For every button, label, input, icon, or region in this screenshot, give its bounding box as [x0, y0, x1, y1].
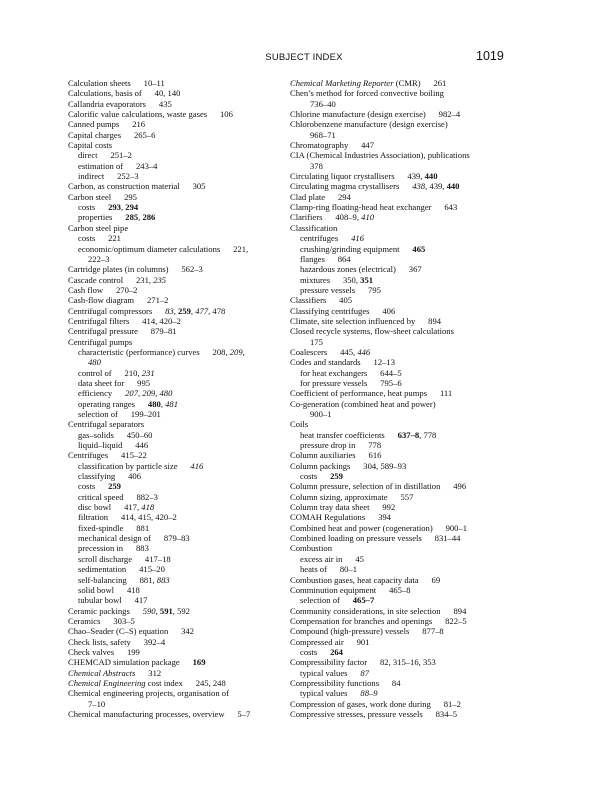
index-entry: Carbon, as construction material 305 [68, 181, 206, 192]
italic-page-ref: 231 [141, 367, 155, 378]
index-entry: Chemical Marketing Reporter (CMR) 261 [290, 78, 447, 88]
index-entry: Calorific value calculations, waste gases 106 [68, 109, 233, 120]
bold-page-ref: 440 [446, 181, 460, 192]
bold-page-ref: 440 [424, 171, 438, 182]
index-subentry: liquid–liquid 446 [78, 440, 149, 451]
italic-page-ref: 480 [159, 388, 173, 399]
bold-page-ref: 637–8 [397, 429, 420, 440]
index-continuation: 968–71 [310, 129, 336, 140]
index-continuation: 7–10 [88, 698, 106, 709]
bold-page-ref: 480 [147, 398, 161, 409]
index-entry: Centrifuges 415–22 [68, 450, 147, 461]
index-subentry: properties 285, 286 [78, 212, 156, 223]
index-entry: Canned pumps 216 [68, 119, 146, 130]
italic-page-ref: 235 [153, 274, 167, 285]
index-continuation: 378 [310, 160, 323, 171]
index-subentry: pressure vessels 795 [300, 284, 381, 295]
index-subentry: critical speed 882–3 [78, 491, 158, 502]
index-entry: Climate, site selection influenced by 894 [290, 315, 442, 326]
italic-page-ref: 438 [412, 181, 426, 192]
italic-page-ref: Chemical Engineering [68, 677, 146, 688]
index-entry: Co-generation (combined heat and power) [290, 398, 436, 409]
index-entry: Combustion [290, 543, 333, 554]
index-entry: Chlorobenzene manufacture (design exercise) [290, 119, 448, 130]
index-entry: Capital costs [68, 140, 113, 151]
index-entry: Compressive stresses, pressure vessels 834–5 [290, 708, 458, 719]
index-entry: Check valves 199 [68, 646, 140, 657]
index-entry: CHEMCAD simulation package 169 [68, 657, 206, 668]
index-subentry: for pressure vessels 795–6 [300, 377, 402, 388]
index-subentry: tubular bowl 417 [78, 595, 148, 606]
index-entry: COMAH Regulations 394 [290, 512, 391, 523]
index-entry: Column pressure, selection of in distillation 496 [290, 481, 467, 492]
index-entry: Cash flow 270–2 [68, 284, 138, 295]
index-entry: Codes and standards 12–13 [290, 357, 396, 368]
index-entry: Column sizing, approximate 557 [290, 491, 414, 502]
index-entry: Compressibility factor 82, 315–16, 353 [290, 657, 436, 668]
index-subentry: indirect 252–3 [78, 171, 139, 182]
index-subentry: for heat exchangers 644–5 [300, 367, 402, 378]
index-subentry: scroll discharge 417–18 [78, 553, 171, 564]
index-subentry: costs 221 [78, 233, 121, 244]
index-subentry: estimation of 243–4 [78, 160, 158, 171]
bold-page-ref: 465–7 [352, 595, 375, 606]
index-entry: Compressed air 901 [290, 636, 370, 647]
index-entry: Chen’s method for forced convective boiling [290, 88, 444, 99]
index-entry: Chemical Engineering cost index 245, 248 [68, 677, 226, 688]
index-entry: Circulating magma crystallisers 438, 439, 440 [290, 181, 460, 192]
index-entry: Chemical engineering projects, organisation of [68, 688, 229, 699]
index-subentry: fixed-spindle 881 [78, 522, 150, 533]
index-entry: Chemical Abstracts 312 [68, 667, 162, 678]
index-subentry: economic/optimum diameter calculations 221, [78, 243, 249, 254]
index-subentry: typical values 87 [300, 667, 369, 678]
index-entry: Chromatography 447 [290, 140, 375, 151]
italic-page-ref: 416 [351, 233, 364, 244]
index-entry: Centrifugal compressors 83, 259, 477, 478 [68, 305, 226, 316]
italic-page-ref: 590 [142, 605, 156, 616]
italic-page-ref: 88–9 [360, 688, 378, 699]
index-subentry: mechanical design of 879–83 [78, 533, 190, 544]
index-entry: Combined heat and power (cogeneration) 900–1 [290, 522, 468, 533]
index-entry: Chao–Seader (C–S) equation 342 [68, 626, 195, 637]
index-subentry: direct 251–2 [78, 150, 132, 161]
index-subentry: filtration 414, 415, 420–2 [78, 512, 177, 523]
bold-page-ref: 285 [125, 212, 139, 223]
running-header-title: SUBJECT INDEX [265, 52, 343, 63]
italic-page-ref: 83 [165, 305, 174, 316]
index-entry: Coefficient of performance, heat pumps 111 [290, 388, 453, 399]
index-subentry: efficiency 207, 209, 480 [78, 388, 173, 399]
index-entry: Community considerations, in site selection 894 [290, 605, 467, 616]
index-subentry: control of 210, 231 [78, 367, 155, 378]
italic-page-ref: 209 [229, 346, 243, 357]
index-subentry: selection of 199–201 [78, 409, 161, 419]
bold-page-ref: 465 [412, 243, 426, 254]
index-entry: Clarifiers 408–9, 410 [290, 212, 375, 223]
index-entry: Comminution equipment 465–8 [290, 584, 411, 595]
italic-page-ref: 477 [195, 305, 209, 316]
index-entry: Column auxiliaries 616 [290, 450, 382, 461]
bold-page-ref: 351 [360, 274, 374, 285]
index-subentry: typical values 88–9 [300, 688, 378, 699]
index-entry: CIA (Chemical Industries Association), publications [290, 150, 470, 161]
index-entry: Combustion gases, heat capacity data 69 [290, 574, 441, 585]
index-entry: Check lists, safety 392–4 [68, 636, 166, 647]
italic-page-ref: 209 [142, 388, 156, 399]
page-number: 1019 [476, 49, 504, 63]
index-entry: Column packings 304, 589–93 [290, 460, 407, 471]
italic-page-ref: Chemical Abstracts [68, 667, 136, 678]
index-subentry: operating ranges 480, 481 [78, 398, 178, 409]
index-entry: Cash-flow diagram 271–2 [68, 295, 169, 306]
index-subentry: flanges 864 [300, 253, 351, 264]
bold-page-ref: 293 [108, 202, 121, 213]
index-entry: Compensation for branches and openings 822–5 [290, 615, 467, 626]
index-subentry: classifying 406 [78, 471, 142, 482]
index-subentry: precession in 883 [78, 543, 149, 554]
bold-page-ref: 264 [330, 646, 343, 657]
index-entry: Circulating liquor crystallisers 439, 440 [290, 171, 438, 182]
index-entry: Clamp-ring floating-head heat exchanger 643 [290, 202, 458, 213]
index-entry: Cartridge plates (in columns) 562–3 [68, 264, 203, 275]
index-subentry: excess air in 45 [300, 553, 364, 564]
index-entry: Carbon steel pipe [68, 222, 129, 233]
index-entry: Classification [290, 222, 338, 233]
index-subentry: costs 259 [300, 471, 343, 482]
italic-page-ref: 416 [190, 460, 204, 471]
bold-page-ref: 294 [125, 202, 139, 213]
index-subentry: self-balancing 881, 883 [78, 574, 170, 585]
index-subentry: heats of 80–1 [300, 564, 358, 575]
index-entry: Calculations, basis of 40, 140 [68, 88, 181, 99]
index-entry: Cascade control 231, 235 [68, 274, 167, 285]
index-subentry: sedimentation 415–20 [78, 564, 165, 575]
index-entry: Centrifugal pumps [68, 336, 133, 347]
index-subentry: crushing/grinding equipment 465 [300, 243, 426, 254]
index-entry: Centrifugal pressure 879–81 [68, 326, 177, 337]
index-continuation [68, 357, 280, 367]
index-entry: Combined loading on pressure vessels 831–44 [290, 533, 461, 544]
index-column-right [290, 78, 526, 719]
bold-page-ref: 259 [108, 481, 121, 492]
index-entry: Capital charges 265–6 [68, 129, 156, 140]
index-continuation: 222–3 [88, 253, 110, 264]
italic-page-ref: 480 [88, 357, 101, 368]
index-entry: Compound (high-pressure) vessels 877–8 [290, 626, 444, 637]
index-continuation: 900–1 [310, 409, 332, 419]
bold-page-ref: 259 [330, 471, 343, 482]
italic-page-ref: Chemical Marketing Reporter [290, 78, 394, 88]
index-subentry: centrifuges 416 [300, 233, 364, 244]
index-subentry: selection of 465–7 [300, 595, 375, 606]
index-subentry: costs 293, 294 [78, 202, 139, 213]
index-subentry: characteristic (performance) curves 208, 209, [78, 346, 245, 357]
index-subentry: mixtures 350, 351 [300, 274, 374, 285]
italic-page-ref: 410 [361, 212, 375, 223]
index-entry: Coalescers 445, 446 [290, 346, 371, 357]
index-subentry: gas–solids 450–60 [78, 429, 153, 440]
index-entry: Carbon steel 295 [68, 191, 137, 202]
index-subentry: disc bowl 417, 418 [78, 502, 155, 513]
index-entry: Callandria evaporators 435 [68, 98, 172, 109]
italic-page-ref: 481 [165, 398, 178, 409]
index-entry: Chlorine manufacture (design exercise) 982–4 [290, 109, 461, 120]
index-column-left [68, 78, 280, 719]
index-entry: Classifiers 405 [290, 295, 353, 306]
index-entry: Compression of gases, work done during 81–2 [290, 698, 461, 709]
index-entry: Centrifugal separators [68, 419, 145, 430]
italic-page-ref: 87 [360, 667, 369, 678]
index-subentry: hazardous zones (electrical) 367 [300, 264, 422, 275]
index-entry: Ceramics 303–5 [68, 615, 135, 626]
index-subentry: pressure drop in 778 [300, 440, 382, 451]
index-subentry: costs 259 [78, 481, 121, 492]
bold-page-ref: 259 [178, 305, 191, 316]
index-entry: Classifying centrifuges 406 [290, 305, 396, 316]
index-entry: Clad plate 294 [290, 191, 351, 202]
italic-page-ref: 883 [156, 574, 170, 585]
italic-page-ref: 207 [125, 388, 138, 399]
index-subentry: classification by particle size 416 [78, 460, 204, 471]
bold-page-ref: 169 [192, 657, 206, 668]
italic-page-ref: 418 [141, 502, 155, 513]
bold-page-ref: 286 [142, 212, 156, 223]
index-entry: Chemical manufacturing processes, overview 5–7 [68, 708, 251, 719]
index-entry: Ceramic packings 590, 591, 592 [68, 605, 190, 616]
index-subentry: solid bowl 418 [78, 584, 140, 595]
italic-page-ref: 446 [357, 346, 371, 357]
index-entry: Calculation sheets 10–11 [68, 78, 165, 88]
bold-page-ref: 591 [159, 605, 173, 616]
index-entry: Compressibility functions 84 [290, 677, 401, 688]
index-entry: Column tray data sheet 992 [290, 502, 396, 513]
index-subentry: heat transfer coefficients 637–8, 778 [300, 429, 437, 440]
index-entry: Coils [290, 419, 309, 430]
index-entry: Centrifugal filters 414, 420–2 [68, 315, 181, 326]
index-continuation: 736–40 [310, 98, 336, 109]
index-continuation: 175 [310, 336, 323, 347]
index-subentry: data sheet for 995 [78, 377, 151, 388]
index-entry: Closed recycle systems, flow-sheet calculations [290, 326, 454, 337]
index-subentry: costs 264 [300, 646, 343, 657]
